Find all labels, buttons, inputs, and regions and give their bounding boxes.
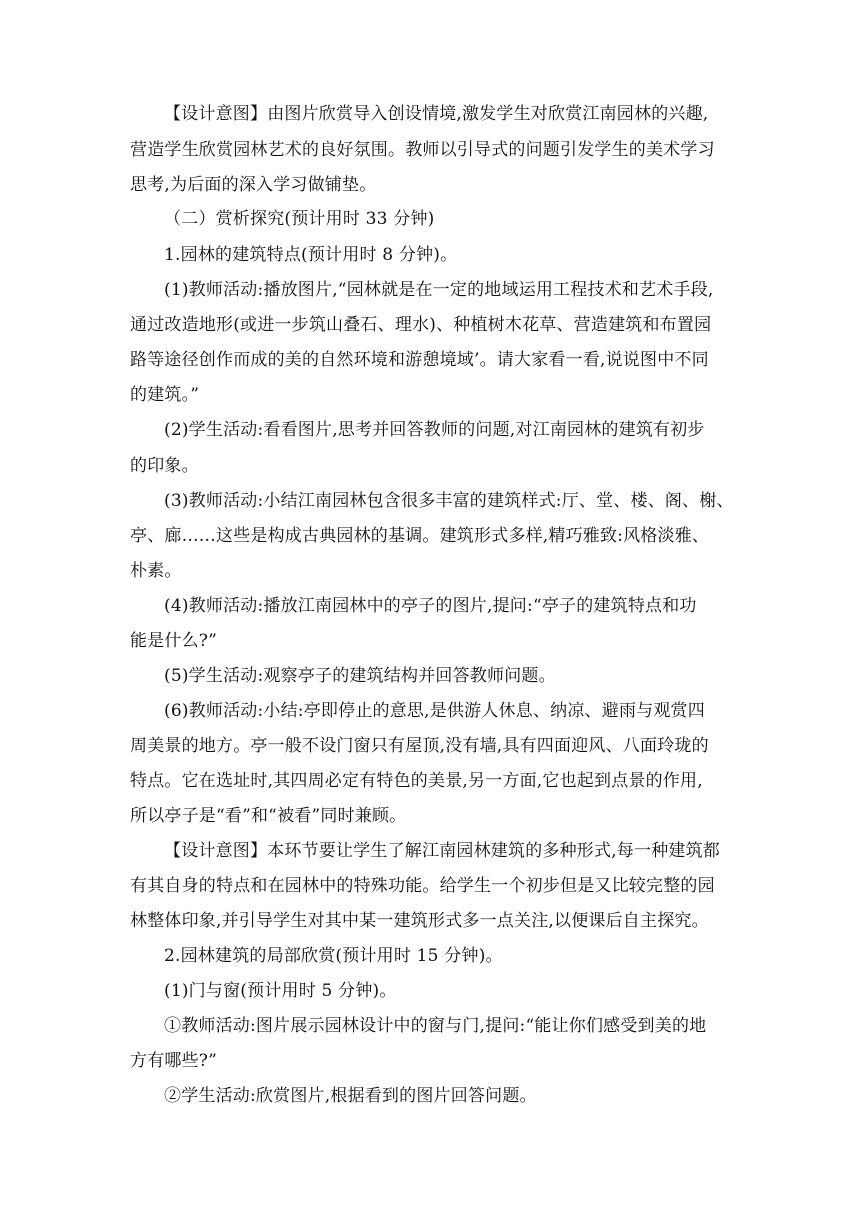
paragraph-7-line-1: ①教师活动:图片展示园林设计中的窗与门,提问:“能让你们感受到美的地 (164, 1016, 707, 1036)
design-intent-1-line-1: 【设计意图】由图片欣赏导入创设情境,激发学生对欣赏江南园林的兴趣, (164, 104, 709, 124)
paragraph-1-line-4: 的建筑。” (130, 385, 200, 405)
paragraph-6-line-4: 所以亭子是“看”和“被看”同时兼顾。 (130, 806, 407, 826)
paragraph-4-line-2: 能是什么?” (130, 631, 218, 651)
paragraph-6-line-3: 特点。它在选址时,其四周必定有特色的美景,另一方面,它也起到点景的作用, (130, 771, 703, 791)
design-intent-1-line-2: 营造学生欣赏园林艺术的良好氛围。教师以引导式的问题引发学生的美术学习 (130, 140, 715, 160)
paragraph-2-line-2: 的印象。 (130, 456, 199, 476)
paragraph-6-line-1: (6)教师活动:小结:亭即停止的意思,是供游人休息、纳凉、避雨与观赏四 (164, 701, 705, 721)
subsection-heading-2: 2.园林建筑的局部欣赏(预计用时 15 分钟)。 (164, 946, 503, 966)
section-heading-analysis: （二）赏析探究(预计用时 33 分钟) (164, 209, 435, 229)
paragraph-3-line-1: (3)教师活动:小结江南园林包含很多丰富的建筑样式:厅、堂、楼、阁、榭、 (164, 491, 734, 511)
paragraph-1-line-2: 通过改造地形(或进一步筑山叠石、理水)、种植树木花草、营造建筑和布置园 (130, 315, 712, 335)
paragraph-3-line-2: 亭、廊……这些是构成古典园林的基调。建筑形式多样,精巧雅致:风格淡雅、 (130, 526, 710, 546)
paragraph-8-line-1: ②学生活动:欣赏图片,根据看到的图片回答问题。 (164, 1086, 537, 1106)
design-intent-2-line-2: 有其自身的特点和在园林中的特殊功能。给学生一个初步但是又比较完整的园 (130, 876, 715, 896)
design-intent-2-line-3: 林整体印象,并引导学生对其中某一建筑形式多一点关注,以便课后自主探究。 (130, 911, 709, 931)
paragraph-7-line-2: 方有哪些?” (130, 1051, 218, 1071)
paragraph-2-line-1: (2)学生活动:看看图片,思考并回答教师的问题,对江南园林的建筑有初步 (164, 420, 705, 440)
paragraph-4-line-1: (4)教师活动:播放江南园林中的亭子的图片,提问:“亭子的建筑特点和功 (164, 596, 697, 616)
design-intent-2-line-1: 【设计意图】本环节要让学生了解江南园林建筑的多种形式,每一种建筑都 (164, 841, 721, 861)
paragraph-5-line-1: (5)学生活动:观察亭子的建筑结构并回答教师问题。 (164, 666, 556, 686)
paragraph-1-line-3: 路等途径创作而成的美的自然环境和游憩境域’。请大家看一看,说说图中不同 (130, 350, 709, 370)
paragraph-3-line-3: 朴素。 (130, 561, 182, 581)
paragraph-1-line-1: (1)教师活动:播放图片,“园林就是在一定的地域运用工程技术和艺术手段, (164, 280, 714, 300)
paragraph-6-line-2: 周美景的地方。亭一般不设门窗只有屋顶,没有墙,具有四面迎风、八面玲珑的 (130, 736, 709, 756)
item-heading-doors-windows: (1)门与窗(预计用时 5 分钟)。 (164, 981, 397, 1001)
subsection-heading-1: 1.园林的建筑特点(预计用时 8 分钟)。 (164, 245, 458, 265)
design-intent-1-line-3: 思考,为后面的深入学习做铺垫。 (130, 175, 377, 195)
